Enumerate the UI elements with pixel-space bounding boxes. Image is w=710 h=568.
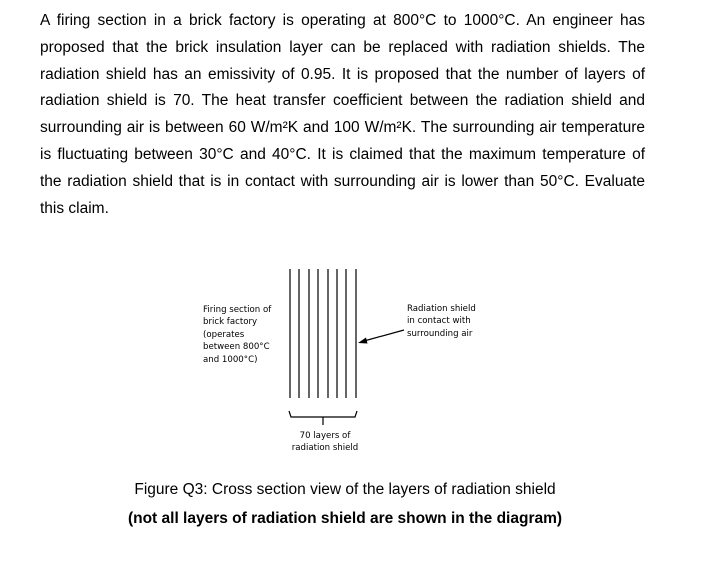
layers-bracket [289,411,357,417]
problem-statement: A firing section in a brick factory is operating at 800°C to 1000°C. An engineer has proposed that the brick insulation layer can be replaced with radiation shields. The radiation shield has an emissivity of 0.95. It is proposed that the number of layers of radiation shield is 70. The heat transfer coefficient between the radiation shield and surrounding air is between 60 W/m²K and 100 W/m²K. The surrounding air temperature is fluctuating between 30°C and 40°C. It is claimed that the maximum temperature of the radiation shield that is in contact with surrounding air is lower than 50°C. Evaluate this claim. [40,12,645,217]
pointer-arrow-head [358,338,368,344]
figure-caption-note: (not all layers of radiation shield are shown in the diagram) [127,510,563,527]
pointer-arrow-line [364,330,404,341]
firing-section-label: Firing section of brick factory (operates between 800°C and 1000°C) [203,305,272,365]
layers-count-label: 70 layers of radiation shield [291,431,359,454]
figure-caption: Figure Q3: Cross section view of the layers of radiation shield [134,481,556,498]
shield-contact-label: Radiation shield in contact with surrounding air [407,304,476,339]
